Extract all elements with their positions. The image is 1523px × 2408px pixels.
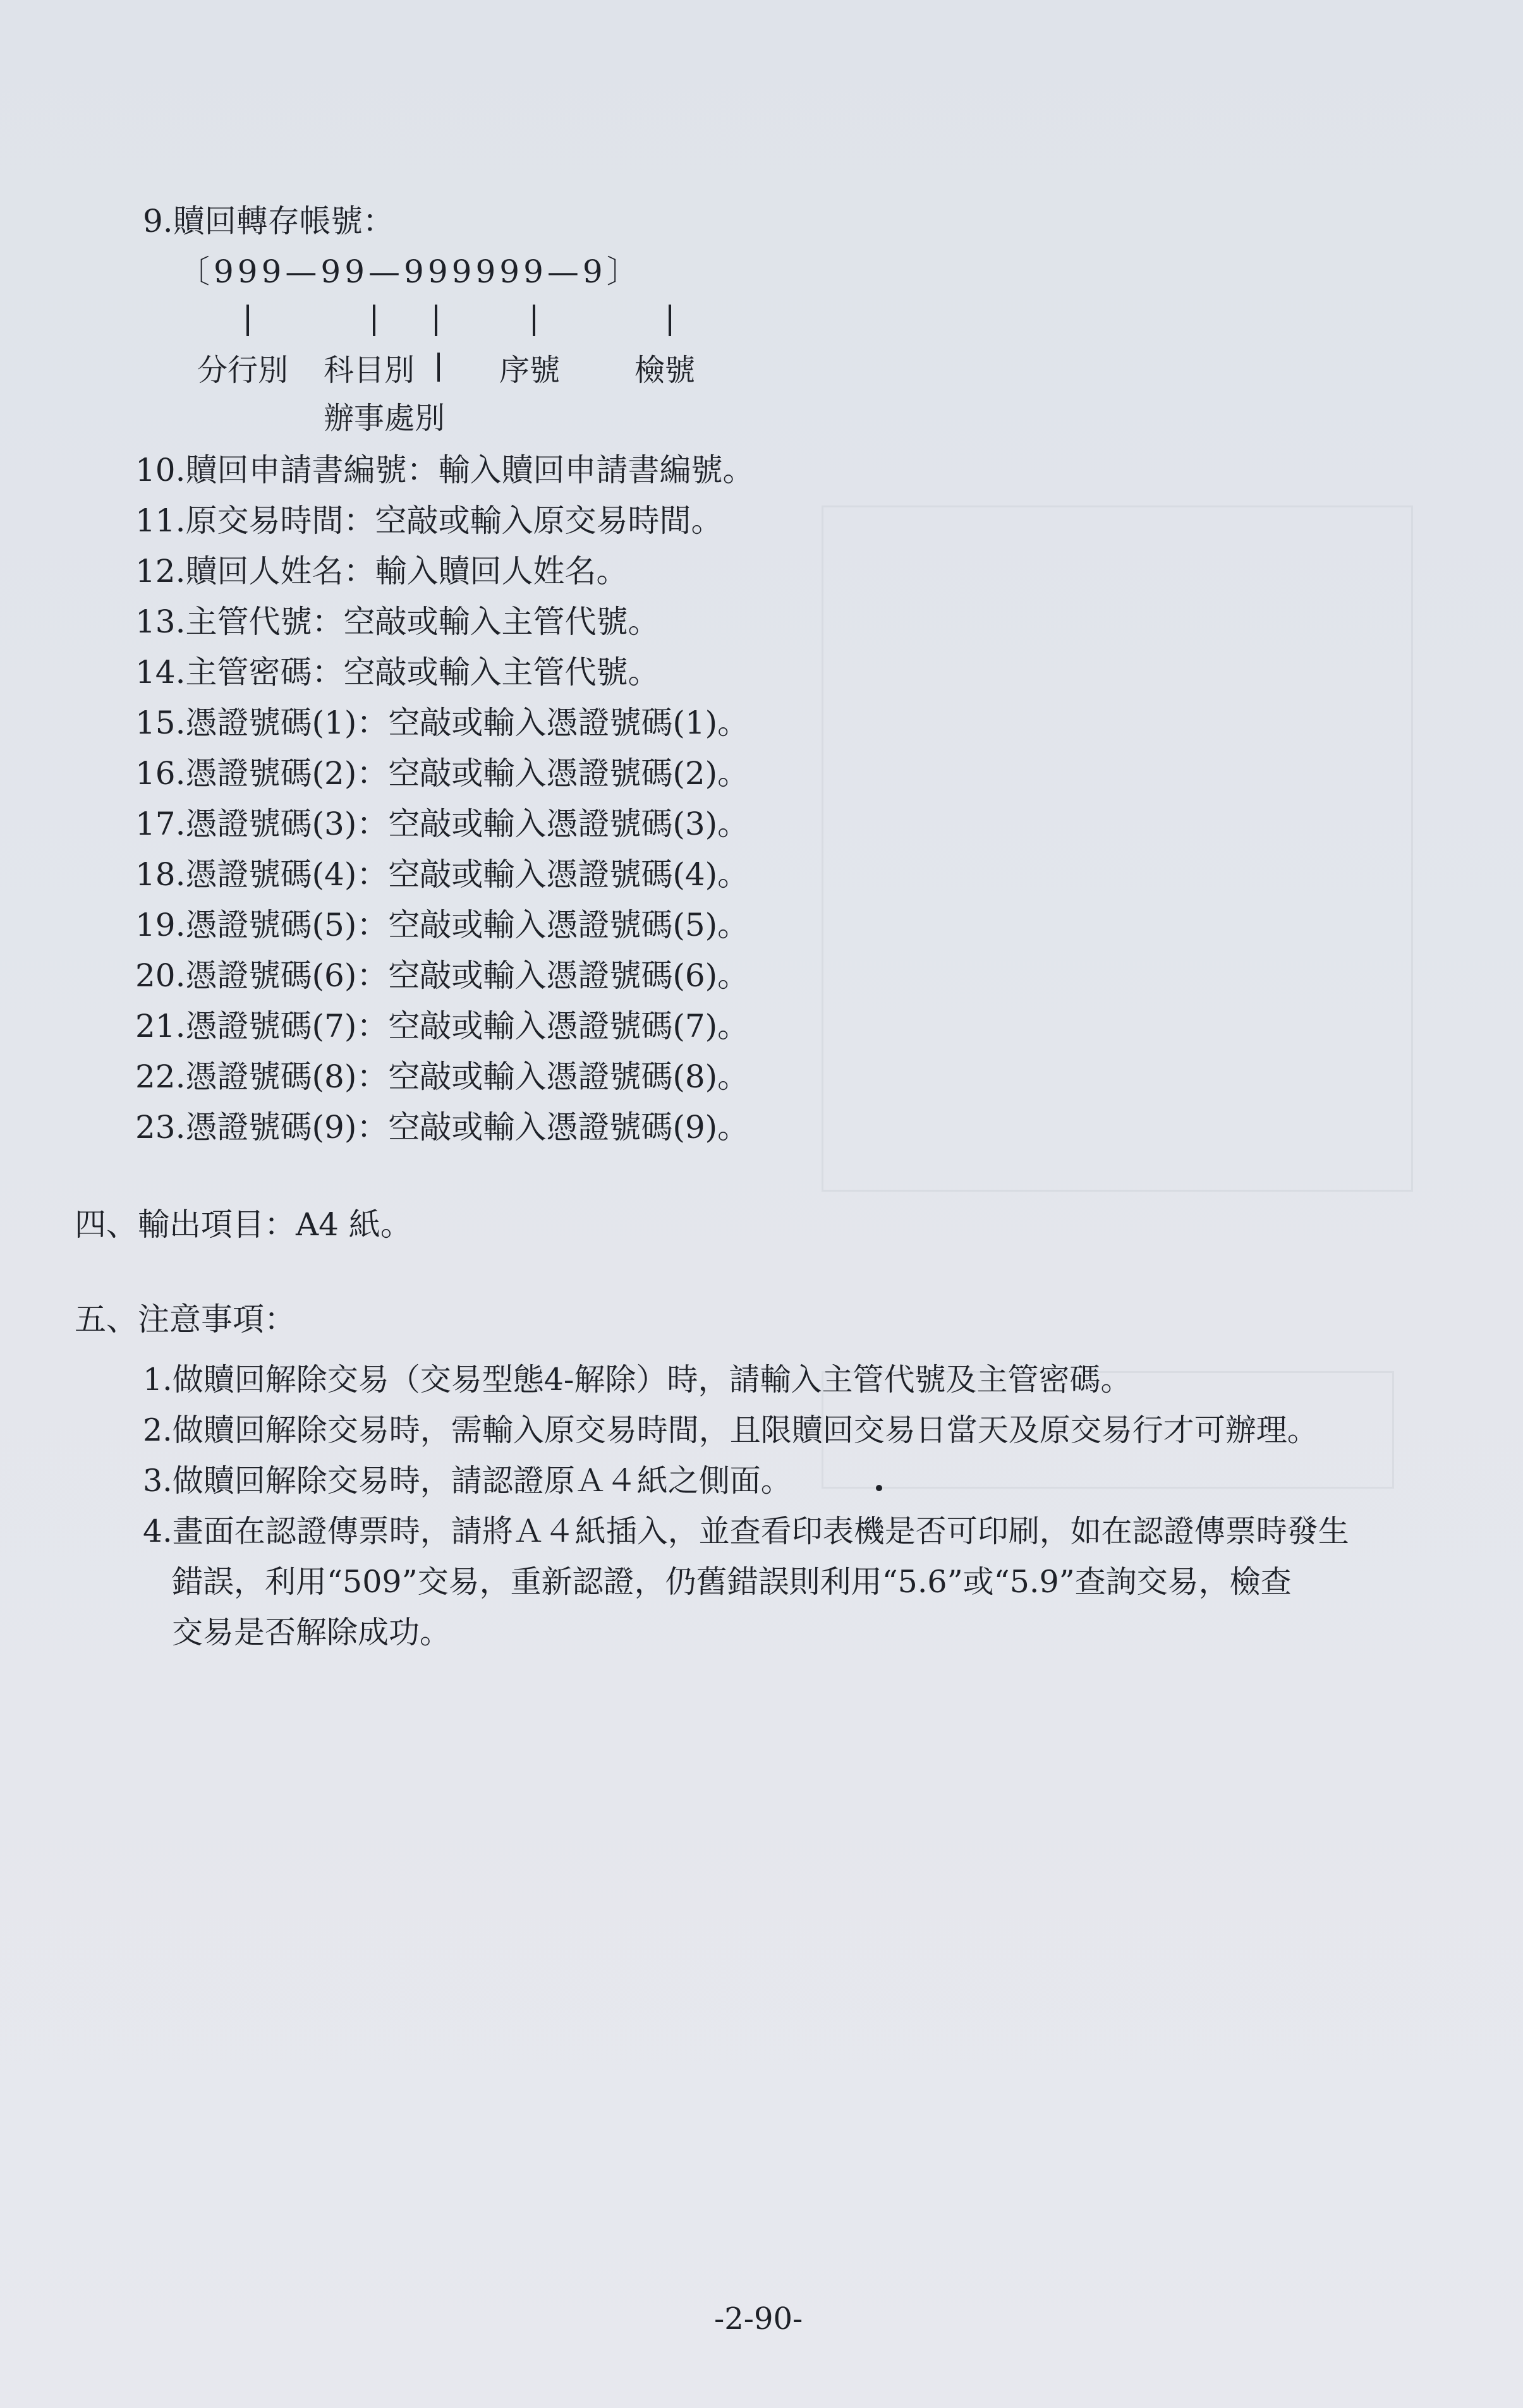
serial-tick xyxy=(533,305,535,336)
notes-heading: 五、注意事項： xyxy=(75,1301,296,1338)
field-line: 13.主管代號：空敲或輸入主管代號。 xyxy=(135,603,660,640)
output-heading: 四、輸出項目：A4 紙。 xyxy=(75,1206,412,1243)
field-line: 19.憑證號碼(5)：空敲或輸入憑證號碼(5)。 xyxy=(135,907,749,943)
subject-tick xyxy=(373,305,375,336)
field-line: 20.憑證號碼(6)：空敲或輸入憑證號碼(6)。 xyxy=(135,957,749,994)
note-item: 3.做贖回解除交易時，請認證原Ａ４紙之側面。 xyxy=(143,1463,792,1499)
office-tick xyxy=(435,305,437,336)
note-item-continued: 交易是否解除成功。 xyxy=(172,1614,451,1650)
account-field-title: 9.贖回轉存帳號： xyxy=(143,203,394,239)
branch-label: 分行別 xyxy=(197,353,289,388)
stray-dot xyxy=(876,1485,882,1491)
page-number: -2-90- xyxy=(714,2301,803,2337)
account-number-pattern: 〔999—99—999999—9〕 xyxy=(178,253,642,290)
note-item: 4.畫面在認證傳票時，請將Ａ４紙插入，並查看印表機是否可印刷，如在認證傳票時發生 xyxy=(143,1513,1349,1549)
field-line: 22.憑證號碼(8)：空敲或輸入憑證號碼(8)。 xyxy=(135,1058,749,1095)
note-item: 1.做贖回解除交易（交易型態4-解除）時，請輸入主管代號及主管密碼。 xyxy=(143,1362,1132,1398)
field-line: 23.憑證號碼(9)：空敲或輸入憑證號碼(9)。 xyxy=(135,1109,749,1146)
field-line: 11.原交易時間：空敲或輸入原交易時間。 xyxy=(135,502,723,539)
field-line: 15.憑證號碼(1)：空敲或輸入憑證號碼(1)。 xyxy=(135,705,749,741)
note-item-continued: 錯誤，利用“509”交易，重新認證，仍舊錯誤則利用“5.6”或“5.9”查詢交易，檢查 xyxy=(172,1564,1292,1600)
field-line: 14.主管密碼：空敲或輸入主管代號。 xyxy=(135,654,660,691)
field-line: 16.憑證號碼(2)：空敲或輸入憑證號碼(2)。 xyxy=(135,755,749,792)
note-item: 2.做贖回解除交易時，需輸入原交易時間，且限贖回交易日當天及原交易行才可辦理。 xyxy=(143,1412,1318,1448)
serial-label: 序號 xyxy=(499,353,561,388)
branch-tick xyxy=(246,305,249,336)
check-tick xyxy=(669,305,671,336)
office-tick-lower xyxy=(437,353,440,382)
bleed-through-box xyxy=(822,505,1413,1192)
field-line: 12.贖回人姓名：輸入贖回人姓名。 xyxy=(135,553,628,590)
check-label: 檢號 xyxy=(634,353,696,388)
office-label: 辦事處別 xyxy=(324,401,446,436)
field-line: 21.憑證號碼(7)：空敲或輸入憑證號碼(7)。 xyxy=(135,1008,749,1044)
field-line: 17.憑證號碼(3)：空敲或輸入憑證號碼(3)。 xyxy=(135,806,749,842)
field-line: 10.贖回申請書編號：輸入贖回申請書編號。 xyxy=(135,452,755,488)
field-line: 18.憑證號碼(4)：空敲或輸入憑證號碼(4)。 xyxy=(135,856,749,893)
subject-label: 科目別 xyxy=(324,353,415,388)
